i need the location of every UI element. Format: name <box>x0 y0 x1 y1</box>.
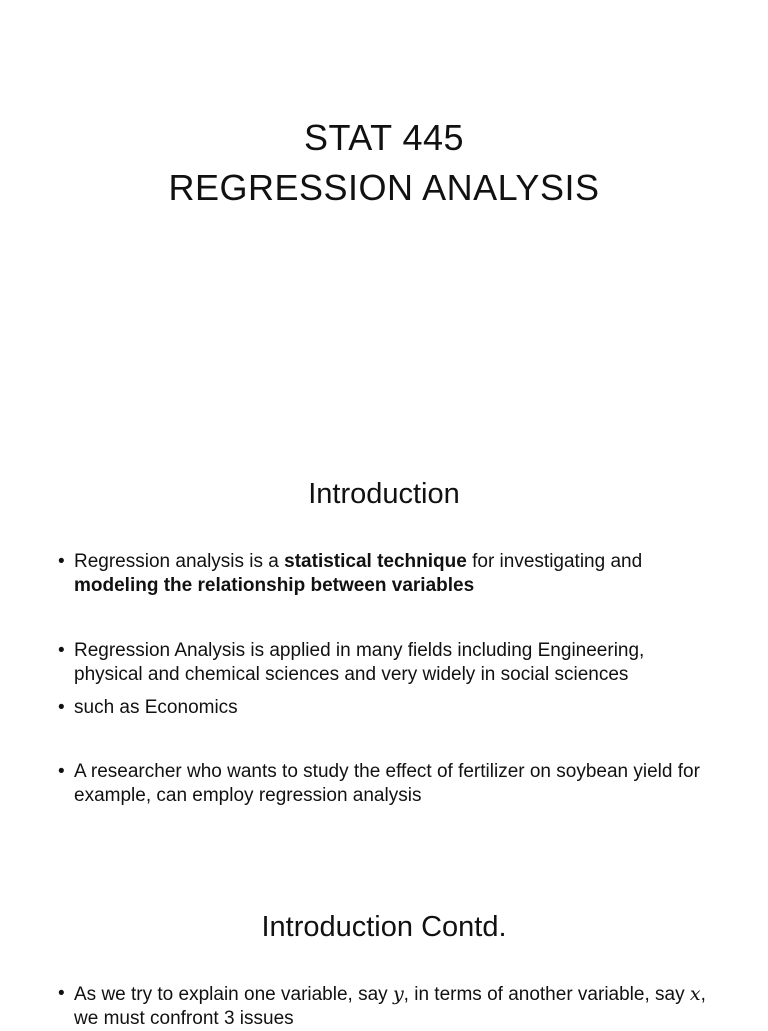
bullet-text: Regression analysis is a statistical technique for investigating and modeling the relationship between variables <box>74 551 643 596</box>
bullet-item <box>58 550 718 598</box>
slide-title-line-1: STAT 445 <box>303 117 465 158</box>
math-variable-x: x <box>689 983 701 1005</box>
bullet-dot: • <box>58 697 65 718</box>
bullet-text: As we try to explain one variable, say y, in terms of another variable, say x, we must confront 3 issues <box>74 983 706 1029</box>
bullet-text: A researcher who wants to study the effect of fertilizer on soybean yield for example, can employ regression analysis <box>74 761 700 806</box>
bullet-item <box>58 696 718 720</box>
bullet-dot: • <box>58 551 65 572</box>
bullet-dot: • <box>58 761 65 782</box>
bullet-text: such as Economics <box>74 697 238 718</box>
bullet-dot: • <box>58 983 65 1004</box>
bullet-item <box>58 760 718 808</box>
section-heading-introduction: Introduction <box>308 478 460 510</box>
bullet-text: Regression Analysis is applied in many fields including Engineering, physical and chemical sciences and very widely in social sciences <box>74 640 645 685</box>
bullet-item <box>58 639 718 687</box>
math-variable-y: y <box>392 983 404 1005</box>
bullet-dot: • <box>58 640 65 661</box>
slide-title-line-2: REGRESSION ANALYSIS <box>168 167 600 208</box>
section-heading-introduction-contd: Introduction Contd. <box>261 911 507 943</box>
